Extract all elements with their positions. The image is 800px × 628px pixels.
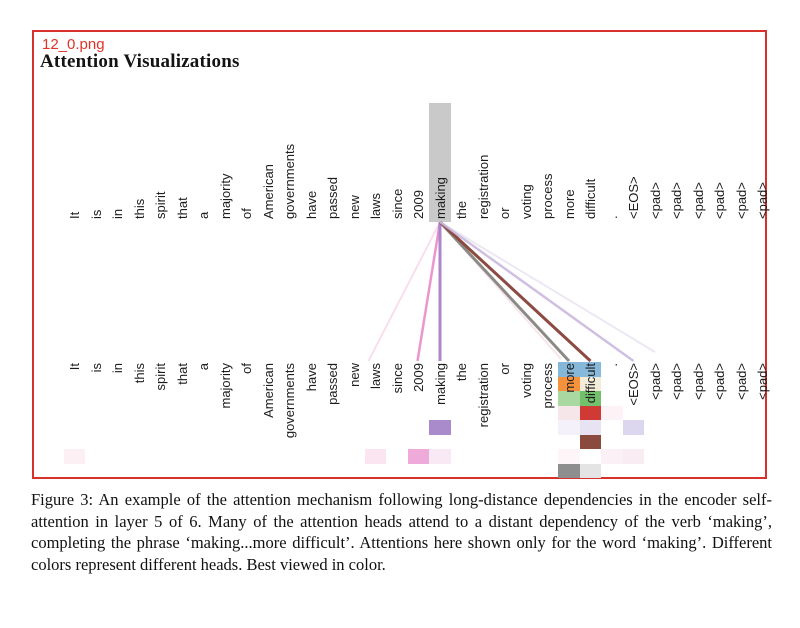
token-top: more	[561, 189, 577, 219]
attention-cell	[623, 449, 645, 464]
attention-cell	[601, 406, 623, 421]
token-bottom: It	[67, 363, 82, 371]
token-bottom: laws	[368, 363, 383, 390]
token-top: <pad>	[712, 182, 727, 219]
attention-cell	[580, 464, 602, 479]
attention-cell	[558, 464, 580, 479]
attention-cell	[429, 449, 451, 464]
token-top: It	[67, 211, 82, 219]
token-bottom: governments	[282, 363, 297, 439]
token-bottom: American	[260, 363, 276, 418]
token-top: process	[540, 173, 555, 219]
token-top: making	[432, 177, 448, 219]
attention-cell	[365, 449, 387, 464]
token-bottom: spirit	[153, 363, 168, 391]
token-top: <pad>	[733, 182, 749, 219]
figure-frame	[32, 30, 770, 479]
token-bottom: the	[454, 363, 469, 382]
token-top: <pad>	[690, 182, 706, 219]
token-bottom: <pad>	[690, 363, 706, 400]
token-top: <pad>	[755, 182, 770, 219]
token-bottom: .	[604, 363, 620, 367]
token-top: or	[497, 207, 512, 219]
token-top: American	[260, 164, 276, 219]
token-bottom: process	[540, 363, 555, 409]
token-top: difficult	[583, 178, 598, 219]
token-bottom: difficult	[583, 363, 598, 404]
attention-cell	[429, 420, 451, 435]
token-top: registration	[475, 154, 491, 219]
attention-cell	[623, 420, 645, 435]
filename-label: 12_0.png	[42, 36, 105, 53]
token-top: <pad>	[669, 182, 684, 219]
token-bottom: is	[88, 363, 104, 373]
token-bottom: voting	[518, 363, 534, 398]
token-bottom: <pad>	[755, 363, 770, 400]
token-top: majority	[217, 173, 233, 219]
attention-cell	[408, 449, 430, 464]
token-bottom: since	[389, 363, 405, 394]
token-bottom: making	[432, 363, 448, 405]
token-top: spirit	[153, 191, 168, 219]
attention-cell	[558, 406, 580, 421]
attention-cell	[558, 449, 580, 464]
token-bottom: <pad>	[647, 363, 663, 400]
token-top: that	[174, 197, 190, 219]
token-bottom: <pad>	[669, 363, 684, 400]
token-bottom: have	[303, 363, 319, 392]
attention-cell	[601, 449, 623, 464]
token-top: a	[196, 211, 211, 219]
attention-cell	[64, 449, 86, 464]
token-top: governments	[282, 143, 297, 219]
token-top: passed	[325, 177, 340, 219]
token-bottom: or	[497, 363, 512, 375]
attention-cell	[580, 435, 602, 450]
token-top: is	[88, 209, 104, 219]
token-top: have	[303, 190, 319, 219]
token-bottom: <pad>	[733, 363, 749, 400]
token-top: new	[346, 195, 362, 219]
token-top: laws	[368, 192, 383, 219]
token-top: <pad>	[647, 182, 663, 219]
token-bottom: a	[196, 363, 211, 371]
token-top: .	[604, 215, 620, 219]
token-bottom: more	[561, 363, 577, 393]
token-top: in	[110, 208, 125, 219]
token-top: voting	[518, 184, 534, 219]
token-bottom: registration	[475, 363, 491, 428]
token-bottom: <pad>	[712, 363, 727, 400]
figure-title: Attention Visualizations	[40, 51, 240, 72]
token-top: <EOS>	[626, 176, 641, 219]
token-bottom: <EOS>	[626, 363, 641, 406]
token-bottom: passed	[325, 363, 340, 405]
figure-caption: Figure 3: An example of the attention mechanism following long-distance dependencies in the encoder self-attention in layer 5 of 6. Many of the attention heads attend to a distant dependency of the verb ‘making’, completing the phrase ‘making...more difficult’. Attentions here shown only for the word ‘making’. Different colors represent different heads. Best viewed in color.	[31, 490, 772, 574]
attention-cell	[580, 406, 602, 421]
token-bottom: majority	[217, 363, 233, 409]
token-top: since	[389, 188, 405, 219]
attention-cell	[558, 391, 580, 406]
token-top: of	[239, 208, 254, 219]
attention-cell	[558, 420, 580, 435]
token-top: this	[131, 198, 147, 219]
token-top: the	[454, 200, 469, 219]
token-bottom: this	[131, 363, 147, 384]
token-bottom: new	[346, 363, 362, 387]
token-top: 2009	[411, 190, 426, 219]
token-bottom: of	[239, 363, 254, 374]
token-bottom: 2009	[411, 363, 426, 392]
attention-cell	[580, 420, 602, 435]
token-bottom: that	[174, 363, 190, 385]
token-bottom: in	[110, 363, 125, 374]
